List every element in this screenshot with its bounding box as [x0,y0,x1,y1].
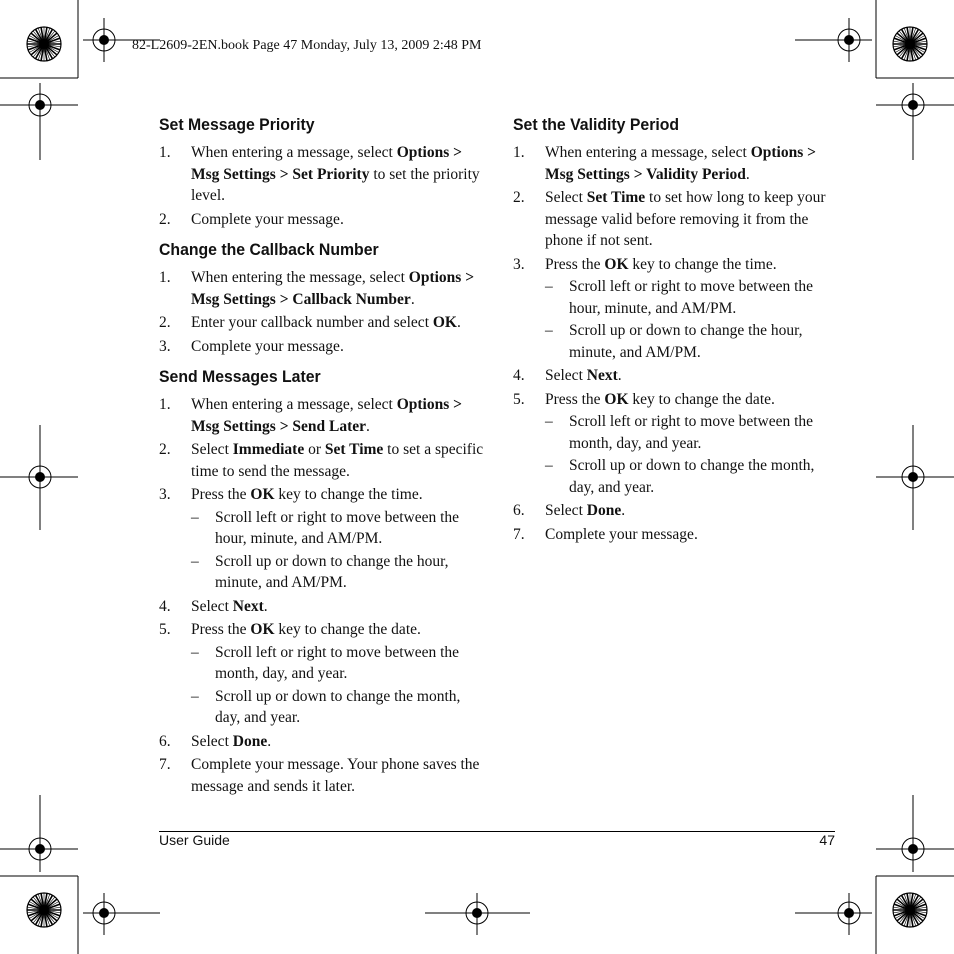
footer-doc-title: User Guide [159,832,230,848]
dash-bullet: – [191,508,199,526]
step-text: Press the [545,390,605,408]
dash-bullet: – [191,552,199,570]
step-text: Press the [191,486,251,503]
section-send-messages-later [159,366,489,797]
step-number: 3. [159,486,171,503]
step-keyword: Next [586,367,618,384]
step-keyword: Options > Msg Settings > Send Later [191,396,462,435]
step-number: 1. [159,396,171,413]
section-title: Change the Callback Number [159,240,379,259]
substep-item [191,507,489,550]
substep-text: Scroll up or down to change the month, day, and year. [215,687,461,726]
step-text: key to change the date. [628,390,775,408]
step-text: key to change the date. [274,621,421,638]
step-text: . [457,314,461,331]
step-number: 6. [159,732,171,750]
starburst-bottom-left [27,893,61,927]
step-keyword: Options > Msg Settings > Validity Period [545,144,816,183]
step-text: . [617,367,622,384]
steps-list [159,142,489,230]
substep-item [545,455,843,498]
step-keyword: Next [232,597,264,615]
section-set-validity-period [513,114,843,545]
step-item [513,254,843,364]
step-text: When entering the message, select [191,269,409,286]
substep-item [545,411,843,454]
step-text: . [621,502,626,519]
step-item [513,500,843,522]
step-text: . [745,165,750,183]
step-number: 7. [159,756,171,773]
step-keyword: OK [250,621,275,638]
step-keyword: OK [250,486,275,503]
substep-item [545,320,843,363]
step-text: . [263,597,268,615]
step-text: Select [545,189,587,206]
substep-text: Scroll left or right to move between the month, day, and year. [569,413,814,452]
section-change-callback-number [159,239,489,357]
substep-item [545,276,843,319]
steps-list [159,267,489,357]
step-text: Select [545,367,587,384]
step-item [159,731,489,753]
step-keyword: OK [604,255,629,273]
step-keyword: OK [604,390,629,408]
right-column [513,114,843,554]
step-item [159,336,489,358]
step-number: 4. [159,597,171,615]
step-text: . [267,732,272,750]
step-text: Complete your message. [191,337,344,355]
substeps-list [545,276,843,363]
substep-text: Scroll left or right to move between the month, day, and year. [215,643,460,682]
step-text: Enter your callback number and select [191,314,433,331]
section-title: Set Message Priority [159,115,315,134]
dash-bullet: – [191,643,199,661]
step-keyword: Immediate [232,441,305,458]
section-title: Set the Validity Period [513,115,680,134]
step-text: When entering a message, select [191,144,397,161]
step-text: Press the [545,255,605,273]
step-number: 1. [159,144,171,161]
step-number: 1. [159,269,171,286]
section-title: Send Messages Later [159,367,321,386]
steps-list [513,142,843,545]
steps-list [159,394,489,797]
starburst-top-right [893,27,927,61]
step-number: 2. [513,189,525,206]
step-number: 6. [513,502,525,519]
step-number: 7. [513,525,525,543]
step-text: Select [191,441,233,458]
substep-item [191,686,489,729]
substep-text: Scroll left or right to move between the hour, minute, and AM/PM. [215,508,460,547]
step-keyword: Options > Msg Settings > Callback Number [191,269,475,308]
step-text: to set the priority level. [191,165,480,204]
substep-text: Scroll up or down to change the hour, minute, and AM/PM. [215,552,449,591]
step-text: to set a specific time to send the message. [191,441,484,480]
step-text: When entering a message, select [545,144,751,161]
dash-bullet: – [545,278,553,295]
substep-text: Scroll left or right to move between the hour, minute, and AM/PM. [569,278,814,317]
step-item [513,187,843,252]
step-text: Select [191,732,233,750]
print-slug-header: 82-L2609-2EN.book Page 47 Monday, July 13, 2009 2:48 PM [132,38,482,53]
step-text: Press the [191,621,251,638]
step-keyword: Done [586,502,622,519]
step-text: Complete your message. [545,525,698,543]
starburst-bottom-right [893,893,927,927]
step-text: Select [191,597,233,615]
step-text: Complete your message. [191,210,344,228]
step-keyword: Options > Msg Settings > Set Priority [191,144,462,183]
left-column [159,114,489,806]
substep-text: Scroll up or down to change the month, day, and year. [569,457,815,496]
step-item [159,209,489,231]
step-text: key to change the time. [628,255,777,273]
dash-bullet: – [545,413,553,430]
step-number: 2. [159,314,171,331]
step-item [159,267,489,310]
step-keyword: Set Time [324,441,384,458]
step-item [159,312,489,334]
step-item [159,484,489,594]
step-item [159,754,489,797]
section-set-message-priority [159,114,489,230]
step-number: 3. [159,337,171,355]
substep-item [191,642,489,685]
step-text: When entering a message, select [191,396,397,413]
step-item [159,142,489,207]
step-number: 5. [513,390,525,408]
step-item [159,394,489,437]
step-text: . [410,290,415,308]
substep-item [191,551,489,594]
starburst-top-left [27,27,61,61]
step-item [159,439,489,482]
step-text: to set how long to keep your message valid before removing it from the phone if not sent. [545,189,826,249]
substeps-list [545,411,843,498]
step-item [159,596,489,618]
step-number: 2. [159,210,171,228]
step-number: 5. [159,621,171,638]
step-text: Complete your message. Your phone saves the message and sends it later. [191,756,480,795]
substeps-list [191,507,489,594]
dash-bullet: – [545,457,553,474]
step-number: 3. [513,255,525,273]
step-text: . [366,417,370,435]
substeps-list [191,642,489,729]
step-text: or [304,441,325,458]
step-number: 4. [513,367,525,384]
step-item [159,619,489,729]
step-keyword: Done [232,732,268,750]
footer-rule [159,831,835,832]
step-number: 1. [513,144,525,161]
step-item [513,365,843,387]
step-text: key to change the time. [274,486,423,503]
page-number: 47 [819,832,835,848]
step-item [513,389,843,499]
step-item [513,524,843,546]
step-item [513,142,843,185]
step-keyword: Set Time [586,189,646,206]
dash-bullet: – [191,687,199,705]
step-text: Select [545,502,587,519]
dash-bullet: – [545,322,553,339]
step-keyword: OK [432,314,457,331]
substep-text: Scroll up or down to change the hour, minute, and AM/PM. [569,322,803,361]
step-number: 2. [159,441,171,458]
